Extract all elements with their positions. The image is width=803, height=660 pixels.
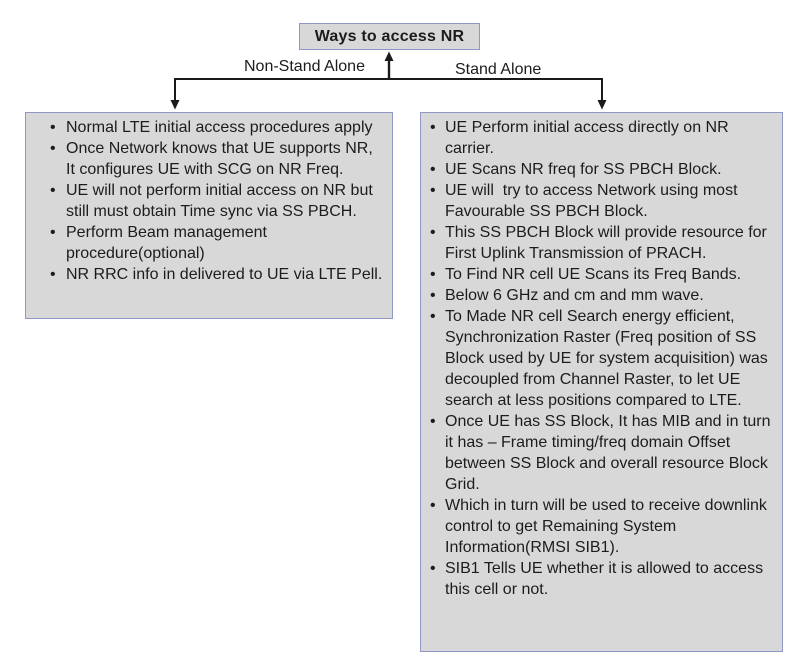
- nsa-bullet-item: [49, 264, 384, 285]
- bullet-text: Below 6 GHz and cm and mm wave.: [445, 287, 704, 304]
- sa-bullet-item: [429, 222, 772, 264]
- sa-bullet-item: [429, 411, 775, 495]
- bullet-text: UE will try to access Network using most Favourable SS PBCH Block.: [445, 182, 742, 220]
- bullet-text: This SS PBCH Block will provide resource for First Uplink Transmission of PRACH.: [445, 224, 772, 262]
- sa-bullet-list: [421, 113, 782, 600]
- arrowhead-up-icon: [385, 52, 394, 62]
- bullet-text: Perform Beam management procedure(optional): [66, 224, 272, 262]
- sa-bullet-item: [429, 180, 772, 222]
- root-node-label: Ways to access NR: [314, 27, 465, 45]
- nsa-bullet-item: [49, 222, 384, 264]
- root-node-box: [299, 23, 480, 50]
- stand-alone-box: [420, 112, 783, 652]
- sa-bullet-item: [429, 159, 772, 180]
- bullet-text: Once UE has SS Block, It has MIB and in turn it has – Frame timing/freq domain Offset between SS Block and overall resource Block Grid.: [445, 413, 775, 493]
- bullet-text: SIB1 Tells UE whether it is allowed to access this cell or not.: [445, 560, 768, 598]
- bullet-text: UE Scans NR freq for SS PBCH Block.: [445, 161, 722, 178]
- branch-label-stand-alone: Stand Alone: [455, 61, 542, 78]
- branch-label-non-stand-alone: Non-Stand Alone: [244, 58, 365, 75]
- bullet-text: Once Network knows that UE supports NR, It configures UE with SCG on NR Freq.: [66, 140, 378, 178]
- sa-bullet-item: [429, 117, 772, 159]
- sa-bullet-item: [429, 306, 772, 411]
- bullet-text: Which in turn will be used to receive downlink control to get Remaining System Information(RMSI SIB1).: [445, 497, 772, 556]
- sa-bullet-item: [429, 285, 772, 306]
- bullet-text: UE will not perform initial access on NR but still must obtain Time sync via SS PBCH.: [66, 182, 378, 220]
- nsa-bullet-item: [49, 117, 384, 138]
- bullet-text: To Find NR cell UE Scans its Freq Bands.: [445, 266, 742, 283]
- sa-bullet-item: [429, 264, 772, 285]
- bullet-text: UE Perform initial access directly on NR carrier.: [445, 119, 734, 157]
- arrowhead-down-right-icon: [598, 100, 607, 110]
- bullet-text: NR RRC info in delivered to UE via LTE Pell.: [66, 266, 383, 283]
- nsa-bullet-list: [26, 113, 392, 285]
- nsa-bullet-item: [49, 138, 384, 180]
- sa-bullet-item: [429, 558, 772, 600]
- non-stand-alone-box: [25, 112, 393, 319]
- bullet-text: To Made NR cell Search energy efficient, Synchronization Raster (Freq position of SS Block used by UE for system acquisition) was decoupled from Channel Raster, to let UE search at less positions compared to LTE.: [445, 308, 773, 409]
- sa-bullet-item: [429, 495, 772, 558]
- arrowhead-down-left-icon: [171, 100, 180, 110]
- nsa-bullet-item: [49, 180, 384, 222]
- bullet-text: Normal LTE initial access procedures apply: [66, 119, 373, 136]
